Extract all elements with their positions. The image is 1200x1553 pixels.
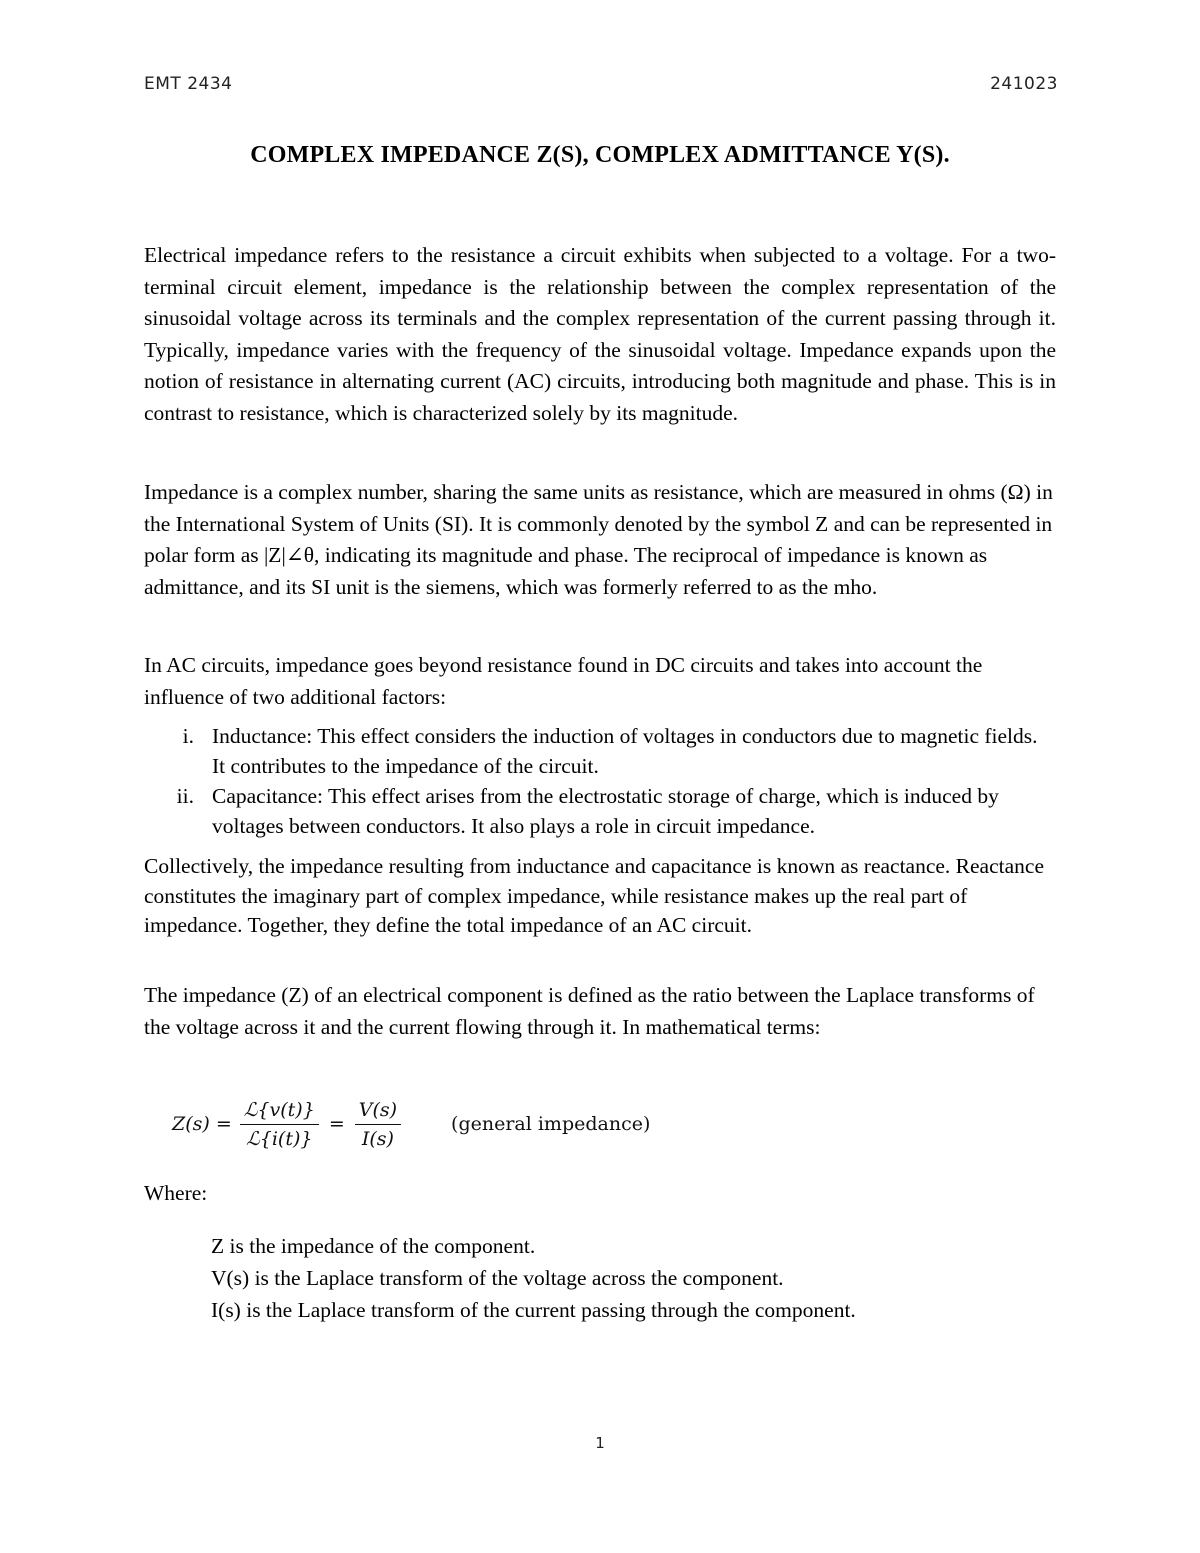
page-title: COMPLEX IMPEDANCE Z(S), COMPLEX ADMITTANCE Y(S). xyxy=(250,142,950,168)
where-label: Where: xyxy=(144,1181,208,1205)
list-item xyxy=(144,721,1056,781)
definition-item: V(s) is the Laplace transform of the voltage across the component. xyxy=(211,1266,784,1290)
paragraph-reactance xyxy=(144,852,1056,941)
transform-fraction xyxy=(355,1099,401,1150)
paragraph-ac-factors xyxy=(144,650,1056,713)
paragraph-intro xyxy=(144,240,1056,429)
factors-list xyxy=(144,721,1056,841)
fraction-numerator: V(s) xyxy=(355,1099,401,1125)
list-item-text: Inductance: This effect considers the induction of voltages in conductors due to magnetic fields. It contributes to the impedance of the circuit. xyxy=(212,724,1038,778)
paragraph-text: Impedance is a complex number, sharing the same units as resistance, which are measured in ohms (Ω) in the International System of Units (SI). It is commonly denoted by the symbol Z and can be represented in polar form as |Z|∠θ, indicating its magnitude and phase. The reciprocal of impedance is known as admittance, and its SI unit is the siemens, which was formerly referred to as the mho. xyxy=(144,480,1053,599)
paragraph-text: Collectively, the impedance resulting from inductance and capacitance is known as reactance. Reactance constitutes the imaginary part of complex impedance, while resistance makes up the real part of impedance. Together, they define the total impedance of an AC circuit. xyxy=(144,854,1044,937)
paragraph-definition xyxy=(144,980,1056,1043)
list-marker: ii. xyxy=(176,784,194,808)
equation-note: (general impedance) xyxy=(451,1113,651,1135)
page-number: 1 xyxy=(595,1434,605,1452)
header-date-code: 241023 xyxy=(990,74,1058,94)
paragraph-text: In AC circuits, impedance goes beyond resistance found in DC circuits and takes into account the influence of two additional factors: xyxy=(144,653,983,709)
equals-sign: = xyxy=(328,1113,345,1135)
fraction-denominator: ℒ{i(t)} xyxy=(246,1127,313,1150)
header-course-code: EMT 2434 xyxy=(144,74,233,94)
definition-item: Z is the impedance of the component. xyxy=(211,1234,536,1258)
paragraph-units xyxy=(144,477,1056,603)
impedance-equation xyxy=(172,1092,650,1156)
laplace-fraction xyxy=(240,1099,319,1150)
paragraph-text: The impedance (Z) of an electrical component is defined as the ratio between the Laplace transforms of the voltage across it and the current flowing through it. In mathematical terms: xyxy=(144,983,1035,1039)
list-item xyxy=(144,781,1056,841)
list-item-text: Capacitance: This effect arises from the electrostatic storage of charge, which is induced by voltages between conductors. It also plays a role in circuit impedance. xyxy=(212,784,999,838)
list-marker: i. xyxy=(182,724,194,748)
definition-item: I(s) is the Laplace transform of the current passing through the component. xyxy=(211,1298,856,1322)
paragraph-text: Electrical impedance refers to the resistance a circuit exhibits when subjected to a voltage. For a two-terminal circuit element, impedance is the relationship between the complex representation of the sinusoidal voltage across its terminals and the complex representation of the current passing through it. Typically, impedance varies with the frequency of the sinusoidal voltage. Impedance expands upon the notion of resistance in alternating current (AC) circuits, introducing both magnitude and phase. This is in contrast to resistance, which is characterized solely by its magnitude. xyxy=(144,243,1056,425)
definitions-list xyxy=(211,1230,856,1326)
equation-lhs: Z(s) = xyxy=(172,1113,232,1135)
fraction-numerator: ℒ{v(t)} xyxy=(240,1099,319,1125)
fraction-denominator: I(s) xyxy=(361,1127,394,1150)
